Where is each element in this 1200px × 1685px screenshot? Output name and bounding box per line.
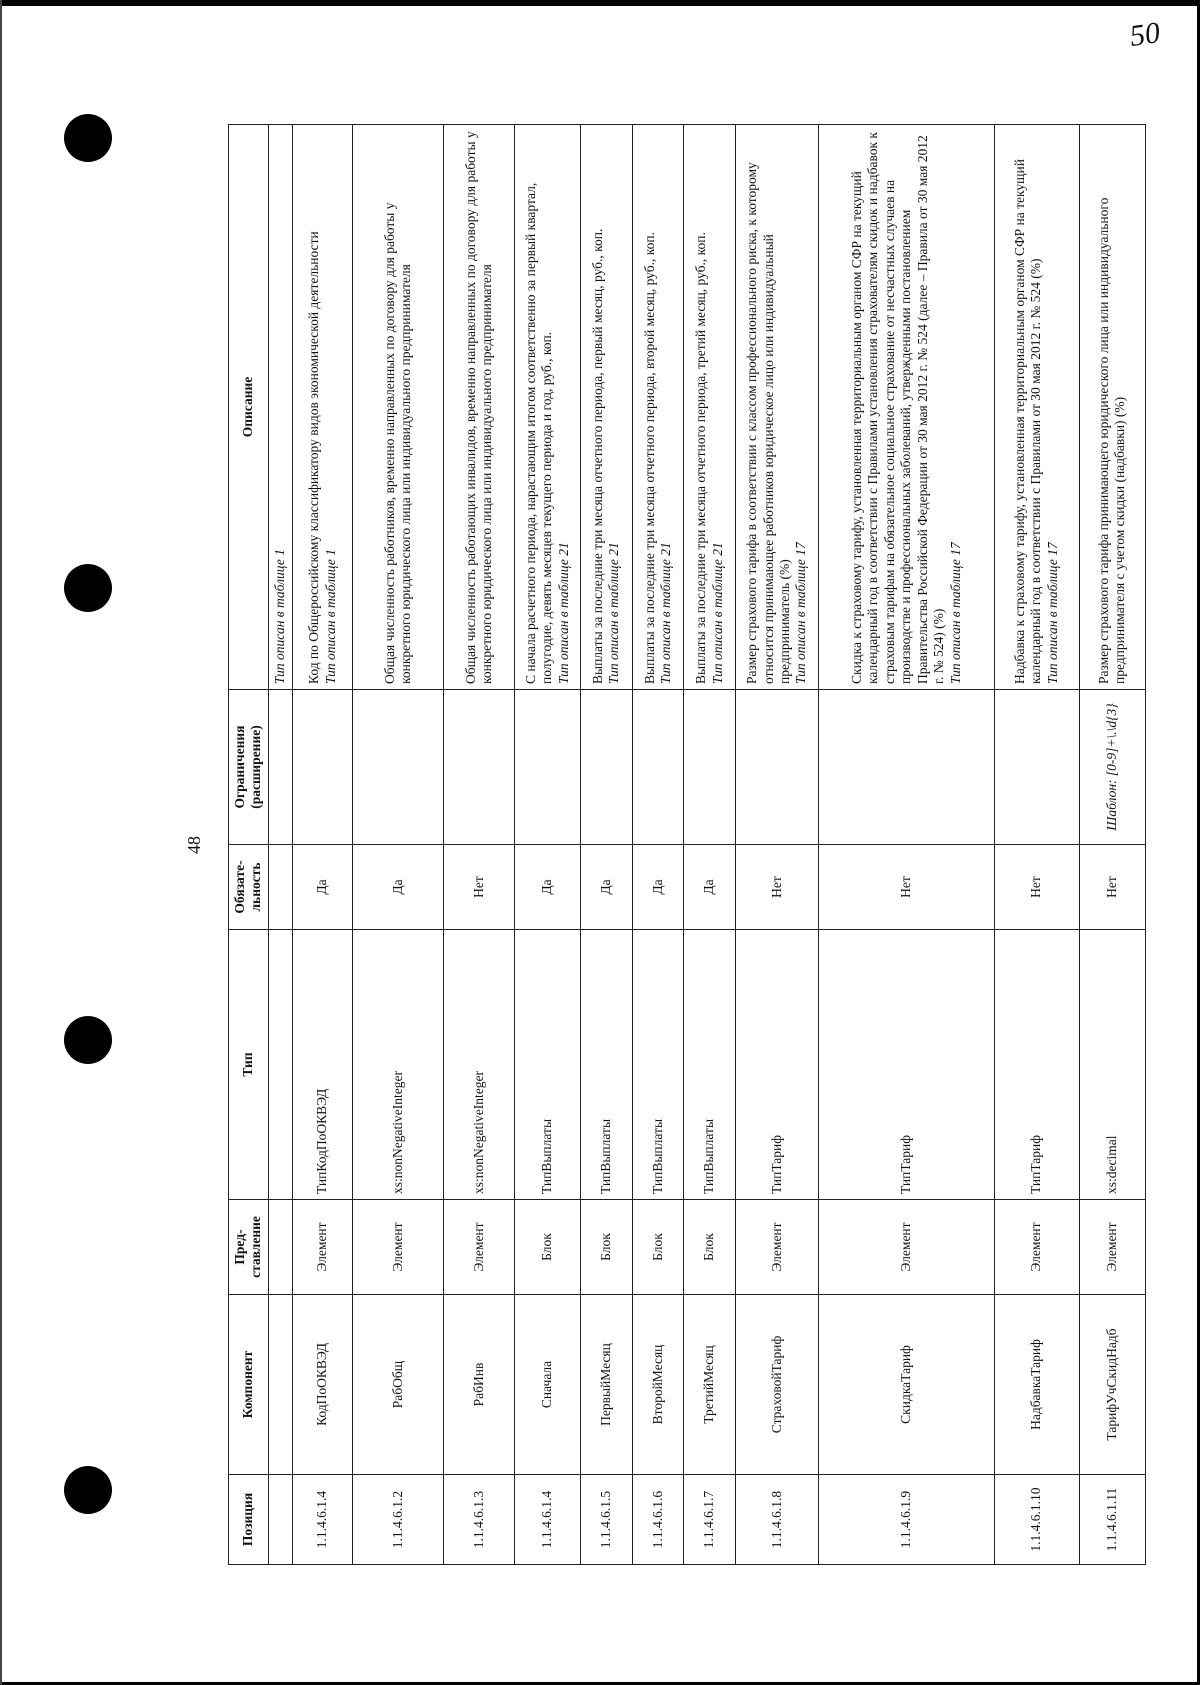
table-row	[514, 125, 580, 1565]
cell-position: 1.1.4.6.1.9	[818, 1475, 994, 1565]
cell-position: 1.1.4.6.1.5	[580, 1475, 632, 1565]
cell-type: ТипВыплаты	[580, 930, 632, 1200]
description-text: Код по Общероссийскому классификатору видов экономической деятельности	[306, 231, 322, 684]
scan-border-top	[0, 0, 1200, 6]
cell-component: Сначала	[514, 1295, 580, 1475]
cell-representation: Элемент	[994, 1200, 1079, 1295]
lead-note-row	[268, 125, 292, 1565]
cell-representation: Блок	[580, 1200, 632, 1295]
cell-type: ТипВыплаты	[514, 930, 580, 1200]
type-reference-note: Тип описан в таблице 21	[709, 542, 725, 684]
cell-required: Да	[684, 845, 736, 930]
punch-hole	[64, 114, 112, 162]
cell-description	[736, 125, 819, 690]
xml-spec-table	[228, 124, 1146, 1565]
description-text: Общая численность работающих инвалидов, временно направленных по договору для работы у конкретного юридического лица или индивидуального предпринимателя	[462, 131, 494, 684]
header-required: Обязате-льность	[229, 845, 269, 930]
table-header-row	[229, 125, 269, 1565]
cell-description	[514, 125, 580, 690]
cell-component: ПервыйМесяц	[580, 1295, 632, 1475]
cell-required: Да	[293, 845, 353, 930]
cell-type: xs:nonNegativeInteger	[353, 930, 444, 1200]
lead-type-note: Тип описан в таблице 1	[268, 125, 292, 690]
cell-type: ТипКодПоОКВЭД	[293, 930, 353, 1200]
table-cell	[268, 1200, 292, 1295]
cell-description	[1079, 125, 1145, 690]
cell-position: 1.1.4.6.1.11	[1079, 1475, 1145, 1565]
table-cell	[268, 1295, 292, 1475]
table-row	[293, 125, 353, 1565]
cell-component: ТретийМесяц	[684, 1295, 736, 1475]
cell-component: ВторойМесяц	[632, 1295, 684, 1475]
table-row	[632, 125, 684, 1565]
cell-representation: Элемент	[736, 1200, 819, 1295]
cell-restrictions	[736, 690, 819, 845]
cell-type: ТипТариф	[994, 930, 1079, 1200]
type-reference-note: Тип описан в таблице 21	[657, 542, 673, 684]
table-cell	[268, 845, 292, 930]
cell-required: Нет	[736, 845, 819, 930]
cell-restrictions	[353, 690, 444, 845]
cell-type: ТипТариф	[736, 930, 819, 1200]
table-cell	[268, 690, 292, 845]
table-cell	[268, 1475, 292, 1565]
cell-representation: Элемент	[818, 1200, 994, 1295]
cell-restrictions	[514, 690, 580, 845]
table-row	[994, 125, 1079, 1565]
cell-representation: Блок	[632, 1200, 684, 1295]
cell-required: Нет	[818, 845, 994, 930]
cell-type: ТипТариф	[818, 930, 994, 1200]
description-text: Надбавка к страховому тарифу, установленная территориальным органом СФР на текущий календарный год в соответствии с Правилами от 30 мая 2012 г. № 524 (%)	[1012, 159, 1044, 684]
cell-position: 1.1.4.6.1.4	[514, 1475, 580, 1565]
cell-restrictions	[444, 690, 514, 845]
cell-position: 1.1.4.6.1.10	[994, 1475, 1079, 1565]
header-description: Описание	[229, 125, 269, 690]
cell-restrictions	[994, 690, 1079, 845]
header-position: Позиция	[229, 1475, 269, 1565]
table-row	[1079, 125, 1145, 1565]
cell-type: xs:nonNegativeInteger	[444, 930, 514, 1200]
table-row	[353, 125, 444, 1565]
type-reference-note: Тип описан в таблице 17	[947, 542, 963, 684]
cell-type: ТипВыплаты	[632, 930, 684, 1200]
punch-hole	[64, 1466, 112, 1514]
cell-position: 1.1.4.6.1.4	[293, 1475, 353, 1565]
type-reference-note: Тип описан в таблице 21	[555, 542, 571, 684]
cell-representation: Блок	[514, 1200, 580, 1295]
cell-description	[353, 125, 444, 690]
cell-component: НадбавкаТариф	[994, 1295, 1079, 1475]
description-text: Скидка к страховому тарифу, установленная территориальным органом СФР на текущий календарный год в соответствии с Правилами установления страхователям скидок и надбавок к страховым тарифам на обязательное социальное страхование от несчастных случаев на производстве и профессиональных заболеваний, утвержденными постановлением Правительства Российской Федерации от 30 мая 2012 г. № 524 (далее – Правила от 30 мая 2012 г. № 524) (%)	[848, 132, 947, 684]
type-reference-note: Тип описан в таблице 21	[606, 542, 622, 684]
header-type: Тип	[229, 930, 269, 1200]
scan-border-left	[0, 0, 2, 1685]
punch-hole	[64, 1016, 112, 1064]
cell-required: Да	[353, 845, 444, 930]
cell-restrictions	[632, 690, 684, 845]
cell-required: Нет	[444, 845, 514, 930]
cell-position: 1.1.4.6.1.7	[684, 1475, 736, 1565]
cell-position: 1.1.4.6.1.8	[736, 1475, 819, 1565]
description-text: Размер страхового тарифа принимающего юридического лица или индивидуального предпринимателя с учетом скидки (надбавки) (%)	[1095, 197, 1128, 684]
cell-representation: Элемент	[353, 1200, 444, 1295]
cell-restrictions	[580, 690, 632, 845]
table-cell	[268, 930, 292, 1200]
cell-description	[444, 125, 514, 690]
cell-required: Нет	[1079, 845, 1145, 930]
cell-restrictions: Шаблон: [0-9]+\.\d{3}	[1079, 690, 1145, 845]
cell-required: Нет	[994, 845, 1079, 930]
table-row	[684, 125, 736, 1565]
table-row	[818, 125, 994, 1565]
description-text: С начала расчетного периода, нарастающим итогом соответственно за первый квартал, полугодие, девять месяцев текущего периода и год, руб., коп.	[522, 182, 555, 684]
cell-description	[293, 125, 353, 690]
cell-component: СкидкаТариф	[818, 1295, 994, 1475]
cell-position: 1.1.4.6.1.2	[353, 1475, 444, 1565]
cell-description	[994, 125, 1079, 690]
cell-position: 1.1.4.6.1.6	[632, 1475, 684, 1565]
header-representation: Пред-ставление	[229, 1200, 269, 1295]
cell-description	[818, 125, 994, 690]
cell-restrictions	[818, 690, 994, 845]
cell-component: РабОбщ	[353, 1295, 444, 1475]
cell-description	[684, 125, 736, 690]
cell-type: xs:decimal	[1079, 930, 1145, 1200]
description-text: Выплаты за последние три месяца отчетного периода, третий месяц, руб., коп.	[693, 232, 709, 684]
cell-representation: Элемент	[1079, 1200, 1145, 1295]
description-text: Размер страхового тарифа в соответствии с классом профессионального риска, к которому относится принимающее работников юридическое лицо или индивидуальный предприниматель (%)	[744, 162, 792, 684]
cell-representation: Элемент	[444, 1200, 514, 1295]
handwritten-page-number: 50	[1127, 16, 1163, 53]
table-row	[444, 125, 514, 1565]
cell-restrictions	[684, 690, 736, 845]
header-component: Компонент	[229, 1295, 269, 1475]
description-text: Общая численность работников, временно направленных по договору для работы у конкретного юридического лица или индивидуального предпринимателя	[381, 202, 414, 684]
table-row	[580, 125, 632, 1565]
type-reference-note: Тип описан в таблице 17	[793, 542, 809, 684]
cell-component: КодПоОКВЭД	[293, 1295, 353, 1475]
cell-required: Да	[580, 845, 632, 930]
table-row	[736, 125, 819, 1565]
cell-restrictions	[293, 690, 353, 845]
cell-component: ТарифУчСкидНадб	[1079, 1295, 1145, 1475]
header-restrictions: Ограничения (расширение)	[229, 690, 269, 845]
cell-position: 1.1.4.6.1.3	[444, 1475, 514, 1565]
description-text: Выплаты за последние три месяца отчетного периода, второй месяц, руб., коп.	[641, 232, 657, 684]
type-reference-note: Тип описан в таблице 17	[1044, 542, 1060, 684]
cell-component: СтраховойТариф	[736, 1295, 819, 1475]
cell-type: ТипВыплаты	[684, 930, 736, 1200]
type-reference-note: Тип описан в таблице 1	[322, 549, 338, 684]
printed-page-number: 48	[184, 836, 204, 854]
cell-component: РабИнв	[444, 1295, 514, 1475]
cell-required: Да	[514, 845, 580, 930]
cell-description	[632, 125, 684, 690]
cell-representation: Элемент	[293, 1200, 353, 1295]
punch-hole	[64, 564, 112, 612]
cell-description	[580, 125, 632, 690]
cell-representation: Блок	[684, 1200, 736, 1295]
description-text: Выплаты за последние три месяца отчетного периода, первый месяц, руб., коп.	[589, 228, 605, 684]
cell-required: Да	[632, 845, 684, 930]
rotated-document-page	[140, 125, 1140, 1565]
